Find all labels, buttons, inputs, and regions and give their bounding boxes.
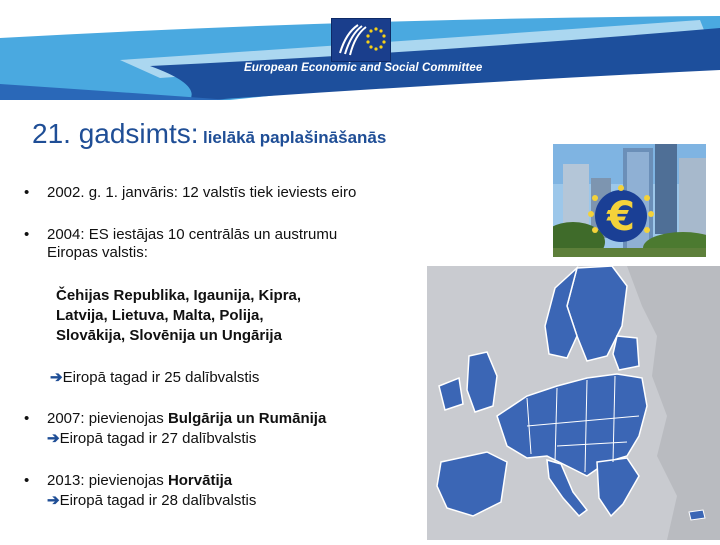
bullet-bold: Horvātija: [167, 472, 233, 489]
org-name: European Economic and Social Committee: [244, 62, 483, 74]
bullet-lead: 2007: [47, 410, 81, 427]
result-text: Eiropā tagad ir 25 dalībvalstis: [62, 369, 260, 386]
bullet-text-line2: Eiropas valstis:: [47, 244, 148, 261]
bullet-bold: Bulgārija un Rumānija: [167, 410, 327, 427]
header-banner: [0, 0, 720, 100]
countries-line: Čehijas Republika, Igaunija, Kipra,: [56, 287, 302, 304]
svg-text:€: €: [607, 194, 635, 240]
arrow-right-icon: ➔: [50, 369, 63, 386]
result-2007: [47, 430, 256, 448]
title-sub: lielākā paplašināšanās: [202, 128, 387, 147]
bullet-marker: •: [24, 184, 30, 201]
bullet-lead: 2004: [47, 226, 81, 243]
arrow-right-icon: ➔: [47, 492, 60, 509]
result-2013: [47, 492, 256, 510]
bullet-lead: 2002. g. 1. janvāris: [47, 184, 174, 201]
slide-title: [32, 118, 386, 150]
bullet-text: : ES iestājas 10 centrālās un austrumu: [80, 226, 338, 243]
countries-line: Slovākija, Slovēnija un Ungārija: [56, 327, 282, 344]
result-text: Eiropā tagad ir 27 dalībvalstis: [59, 430, 257, 447]
euro-sign-photo: [553, 144, 706, 257]
bullet-marker: •: [24, 472, 30, 489]
arrow-right-icon: ➔: [47, 430, 60, 447]
bullet-marker: •: [24, 410, 30, 427]
title-main: 21. gadsimts:: [32, 118, 199, 149]
result-text: Eiropā tagad ir 28 dalībvalstis: [59, 492, 257, 509]
bullet-lead: 2013: [47, 472, 81, 489]
eesc-logo: [331, 18, 391, 62]
bullet-marker: •: [24, 226, 30, 243]
eu-map: [427, 266, 720, 540]
countries-2004: [56, 286, 346, 346]
bullet-mid: : pievienojas: [80, 472, 168, 489]
countries-line: Latvija, Lietuva, Malta, Polija,: [56, 307, 264, 324]
result-2004: [50, 369, 259, 387]
bullet-text: : 12 valstīs tiek ieviests eiro: [173, 184, 357, 201]
bullet-mid: : pievienojas: [80, 410, 168, 427]
